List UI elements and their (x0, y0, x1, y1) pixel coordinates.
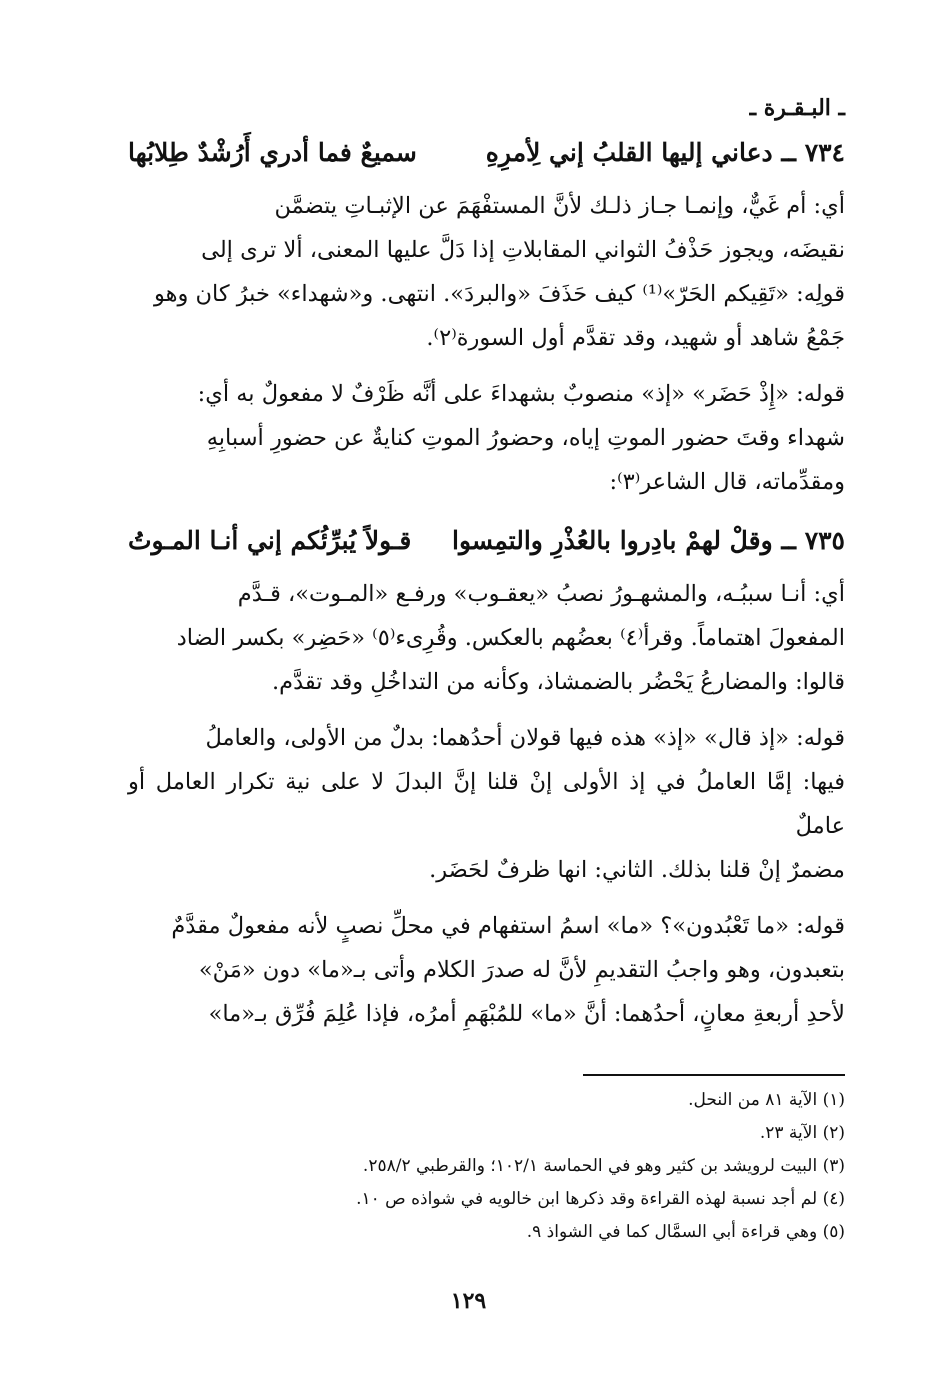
paragraph-5-line: بتعبدون، وهو واجبُ التقديمِ لأنَّ له صدرَ الكلام وأتى بـ«ما» دون «مَنْ» (198, 957, 845, 983)
paragraph-2 (128, 372, 845, 504)
footnote-1: (١) الآية ٨١ من النحل. (688, 1090, 845, 1110)
paragraph-2-line: شهداء وقتَ حضور الموتِ إياه، وحضورُ الموتِ كنايةٌ عن حضورِ أسبابِهِ (206, 425, 845, 451)
paragraph-3-line: المفعولَ اهتماماً. وقرأ⁽٤⁾ بعضُهم بالعكس. وقُرِىء⁽٥⁾ «حَضِر» بكسر الضاد (176, 625, 845, 651)
verse-734 (128, 128, 845, 178)
verse-734-second-hemistich: سميعٌ فما أدري أَرُشْدٌ طِلابُها (128, 138, 417, 167)
page-number: ١٢٩ (450, 1288, 487, 1314)
paragraph-5 (128, 904, 845, 1036)
paragraph-1-line: جَمْعُ شاهد أو شهيد، وقد تقدَّم أول السورة⁽٢⁾. (426, 325, 845, 351)
paragraph-1 (128, 184, 845, 360)
paragraph-1-line: أي: أم غَيٌّ، وإنمـا جـاز ذلـك لأنَّ المستفْهَمَ عن الإثبـاتِ يتضمَّن (274, 193, 845, 219)
paragraph-1-line: نقيضَه، ويجوز حَذْفُ الثواني المقابلاتِ إذا دَلَّ عليها المعنى، ألا ترى إلى (201, 237, 845, 263)
verse-735-second-hemistich: قـولاً يُبرِّئُكم إني أنـا المـوتُ (128, 526, 412, 555)
footnote-3: (٣) البيت لرويشد بن كثير وهو في الحماسة ١٠٢/١؛ والقرطبي ٢٥٨/٢. (362, 1156, 845, 1176)
running-header: ـ البـقـرة ـ (749, 95, 845, 121)
paragraph-3 (128, 572, 845, 704)
verse-735 (128, 516, 845, 566)
paragraph-3-line: قالوا: والمضارعُ يَحْضُر بالضمشاذ، وكأنه من التداخُلِ وقد تقدَّم. (271, 669, 845, 695)
paragraph-2-line: قوله: «إِذْ حَضَر» «إذ» منصوبٌ بشهداءَ على أنَّه ظَرْفٌ لا مفعولٌ به أي: (197, 381, 845, 407)
footnotes (128, 1084, 845, 1249)
verse-735-first-hemistich: ٧٣٥ ــ وقلْ لهمْ بادِروا بالعُذْرِ والتمِسوا (452, 526, 845, 555)
footnote-2: (٢) الآية ٢٣. (759, 1123, 845, 1143)
paragraph-5-line: لأحدِ أربعةِ معانٍ، أحدُهما: أنَّ «ما» للمُبْهَمِ أمرُه، فإذا عُلِمَ فُرِّق بـ«ما» (208, 1001, 845, 1027)
verse-734-first-hemistich: ٧٣٤ ــ دعاني إليها القلبُ إني لِأمرِهِ (485, 138, 845, 167)
paragraph-4-line: قوله: «إذ قال» «إذ» هذه فيها قولان أحدُهما: بدلٌ من الأولى، والعاملُ (205, 725, 845, 751)
footnote-4: (٤) لم أجد نسبة لهذه القراءة وقد ذكرها ابن خالويه في شواذه ص ١٠. (356, 1189, 845, 1209)
footnote-5: (٥) وهي قراءة أبي السمَّال كما في الشواذ ٩. (526, 1222, 845, 1242)
paragraph-2-line: ومقدِّماته، قال الشاعر⁽٣⁾: (609, 469, 845, 495)
paragraph-5-line: قوله: «ما تَعْبُدون»؟ «ما» اسمُ استفهام في محلِّ نصبٍ لأنه مفعولٌ مقدَّمٌ (171, 913, 845, 939)
paragraph-1-line: قولِه: «تَقِيكم الحَرّ»⁽¹⁾ كيف حَذَفَ «والبردَ». انتهى. و«شهداء» خبرُ كان وهو (153, 281, 845, 307)
paragraph-4-line: مضمرٌ إنْ قلنا بذلك. الثاني: انها ظرفٌ لحَضَر. (429, 857, 845, 883)
footnote-separator (583, 1074, 845, 1076)
paragraph-4-line: فيها: إمَّا العاملُ في إذ الأولى إنْ قلنا إنَّ البدلَ لا على نية تكرار العامل أو عاملٌ (128, 769, 845, 839)
paragraph-3-line: أي: أنـا سببُـه، والمشهـورُ نصبُ «يعقـوب» ورفـع «المـوت»، قـدَّم (237, 581, 845, 607)
paragraph-4 (128, 716, 845, 892)
